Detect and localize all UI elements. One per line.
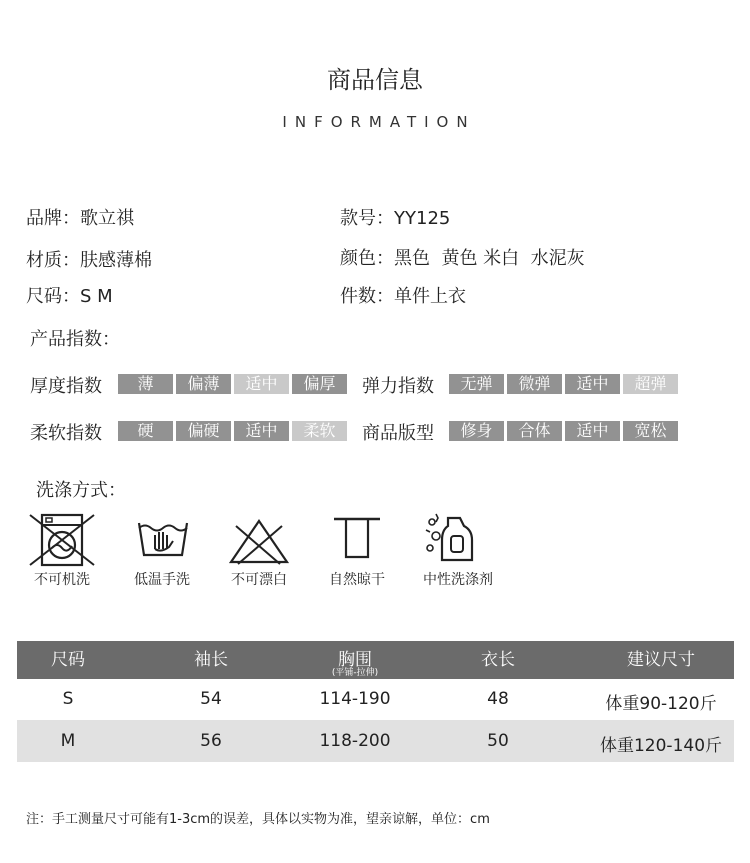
elasticity-label: 弹力指数 — [362, 376, 434, 397]
material-info: 材质：肤感薄棉 — [26, 250, 152, 271]
thickness-option: 薄 — [118, 374, 173, 394]
elasticity-option: 超弹 — [623, 374, 678, 394]
cell-size: M — [60, 731, 76, 751]
color-info: 颜色：黑色 黄色 米白 水泥灰 — [340, 248, 585, 269]
cell-chest: 118-200 — [319, 731, 391, 751]
softness-label: 柔软指数 — [30, 423, 102, 444]
header-recommended: 建议尺寸 — [627, 650, 695, 670]
wash-label: 中性洗涤剂 — [423, 572, 493, 588]
fit-option: 合体 — [507, 421, 562, 441]
softness-option: 柔软 — [292, 421, 347, 441]
cell-length: 50 — [487, 731, 509, 751]
brand-info: 品牌：歌立祺 — [26, 208, 134, 229]
cell-sleeve: 56 — [200, 731, 222, 751]
elasticity-option: 微弹 — [507, 374, 562, 394]
cell-sleeve: 54 — [200, 689, 222, 709]
low-temp-hand-wash-icon — [137, 519, 189, 559]
pieces-info: 件数：单件上衣 — [340, 286, 466, 307]
wash-label: 自然晾干 — [329, 572, 385, 588]
natural-dry-icon — [332, 516, 382, 560]
softness-option: 适中 — [234, 421, 289, 441]
thickness-option: 偏厚 — [292, 374, 347, 394]
header-length: 衣长 — [481, 650, 515, 670]
measurement-note: 注：手工测量尺寸可能有1-3cm的误差，具体以实物为准，望亲谅解，单位：cm — [26, 812, 490, 827]
elasticity-option: 适中 — [565, 374, 620, 394]
fit-option: 修身 — [449, 421, 504, 441]
indices-title: 产品指数： — [30, 329, 120, 350]
header-size: 尺码 — [51, 650, 85, 670]
header-chest: 胸围 — [338, 650, 372, 670]
neutral-detergent-icon — [424, 512, 476, 564]
header-sleeve: 袖长 — [194, 650, 228, 670]
cell-chest: 114-190 — [319, 689, 391, 709]
cell-length: 48 — [487, 689, 509, 709]
softness-option: 硬 — [118, 421, 173, 441]
washing-title: 洗涤方式： — [36, 480, 126, 501]
fit-label: 商品版型 — [362, 423, 434, 444]
no-bleach-icon — [226, 518, 292, 566]
page-subtitle: INFORMATION — [282, 113, 476, 131]
cell-recommended: 体重90-120斤 — [605, 694, 717, 714]
softness-option: 偏硬 — [176, 421, 231, 441]
elasticity-option: 无弹 — [449, 374, 504, 394]
thickness-option: 适中 — [234, 374, 289, 394]
wash-label: 不可机洗 — [34, 572, 90, 588]
style-number-info: 款号：YY125 — [340, 208, 451, 229]
no-machine-wash-icon — [28, 512, 96, 568]
thickness-option: 偏薄 — [176, 374, 231, 394]
wash-label: 不可漂白 — [231, 572, 287, 588]
page-title: 商品信息 — [327, 66, 423, 94]
cell-recommended: 体重120-140斤 — [599, 736, 723, 756]
thickness-label: 厚度指数 — [30, 376, 102, 397]
chest-note: (平铺-拉伸) — [331, 668, 379, 678]
wash-label: 低温手洗 — [134, 572, 190, 588]
size-info: 尺码：S M — [26, 286, 113, 307]
fit-option: 宽松 — [623, 421, 678, 441]
fit-option: 适中 — [565, 421, 620, 441]
cell-size: S — [62, 689, 74, 709]
